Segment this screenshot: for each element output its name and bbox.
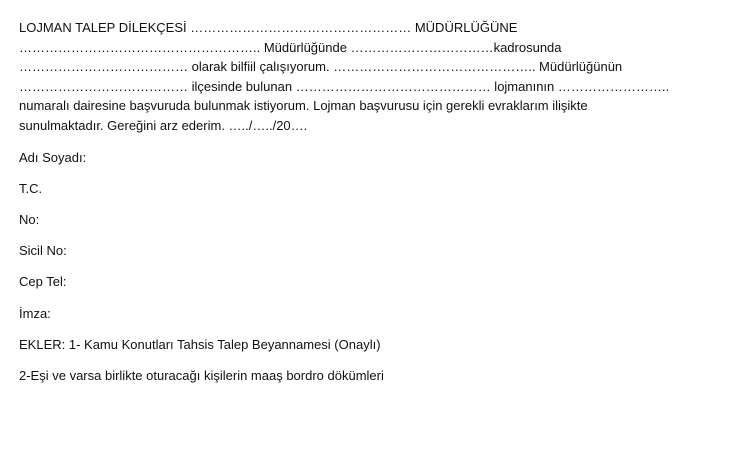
sicil-no-label: Sicil No: (19, 243, 67, 258)
petition-heading-line: LOJMAN TALEP DİLEKÇESİ …………………………………………… MÜDÜRLÜĞÜNE (19, 20, 518, 35)
tc-label: T.C. (19, 181, 43, 196)
petition-closing-line: sunulmaktadır. Gereğini arz ederim. …../…../20…. (19, 117, 308, 133)
cep-tel-label: Cep Tel: (19, 274, 67, 289)
name-surname-label: Adı Soyadı: (19, 150, 87, 165)
petition-body-line: ……………………………………………….. Müdürlüğünde ……………………………kadrosunda (19, 39, 562, 55)
attachments-item-1: EKLER: 1- Kamu Konutları Tahsis Talep Beyannamesi (Onaylı) (19, 337, 381, 352)
petition-body-line: ………………………………… ilçesinde bulunan ……………………………………… lojmanının …………………….. (19, 78, 670, 94)
petition-body (19, 18, 729, 136)
petition-document (19, 18, 729, 136)
signature-label: İmza: (19, 306, 51, 321)
attachments-item-2: 2-Eşi ve varsa birlikte oturacağı kişilerin maaş bordro dökümleri (19, 368, 384, 383)
petition-body-line: ………………………………… olarak bilfiil çalışıyorum. ……………………………………….. Müdürlüğünün (19, 59, 623, 75)
no-label: No: (19, 212, 40, 227)
petition-body-line: numaralı dairesine başvuruda bulunmak istiyorum. Lojman başvurusu için gerekli evraklarım ilişikte (19, 98, 588, 114)
